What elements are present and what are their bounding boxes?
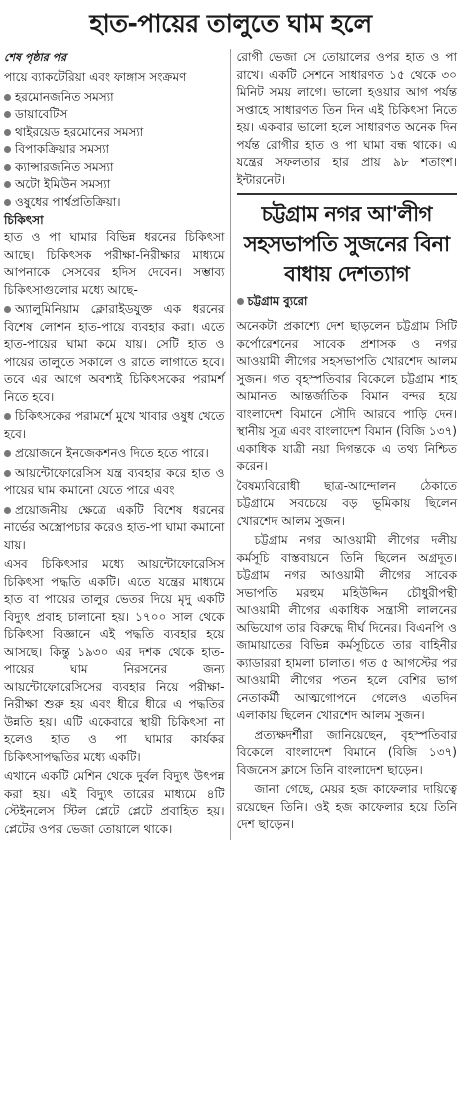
bullet-icon (4, 94, 11, 101)
continued-from-label: শেষ পৃষ্ঠার পর (4, 51, 67, 64)
list-item: প্রয়োজনীয় ক্ষেত্রে একটি বিশেষ ধরনের নার্ভের অস্ত্রোপচার করেও হাত-পা ঘামা কমানো যায়। (4, 502, 225, 552)
bullet-icon (4, 111, 11, 118)
list-item: ডায়াবেটিস (4, 106, 225, 124)
list-item: ওষুধের পার্শ্বপ্রতিক্রিয়া। (4, 194, 225, 212)
byline: চট্টগ্রাম ব্যুরো (237, 293, 458, 312)
continuation-paragraph: রোগী ভেজা সে তোয়ালের ওপর হাত ও পা রাখে। একটি সেশনে সাধারণত ১৫ থেকে ৩০ মিনিট সময় লাগে। ভালো হওয়ার আগ পর্যন্ত সপ্তাহে সাধারণত তিন দিন এই চিকিৎসা নিতে হয়। একবার ভালো হলে সাধারণত অনেক দিন পর্যন্ত রোগীর হাত ও পা ঘামা বন্ধ থাকে। এ যন্ত্রের সফলতার হার প্রায় ৯৮ শতাংশ। ইন্টারনেট। (236, 50, 457, 187)
list-item: আয়ন্টোফোরেসিস যন্ত্র ব্যবহার করে হাত ও পায়ের ঘাম কমানো যেতে পারে এবং (4, 465, 225, 497)
right-column (231, 49, 458, 840)
second-story-headline: চট্টগ্রাম নগর আ'লীগ সহসভাপতি সুজনের বিনা বাধায় দেশত্যাগ (243, 202, 450, 286)
bullet-icon (4, 164, 11, 171)
bullet-icon (4, 470, 11, 477)
list-item: চিকিৎসকের পরামর্শে মুখে খাবার ওষুধ খেতে হবে। (4, 409, 225, 441)
bullet-icon (237, 298, 244, 305)
list-item: প্রয়োজনে ইনজেকশনও দিতে হতে পারে। (4, 445, 225, 463)
treatment-intro: হাত ও পা ঘামার বিভিন্ন ধরনের চিকিৎসা আছে। চিকিৎসক পরীক্ষা-নিরীক্ষার মাধ্যমে আপনাকে সেসবের হদিস দেবেন। সম্ভাব্য চিকিৎসাগুলোর মধ্যে আছে- (4, 230, 225, 297)
list-item: ক্যান্সারজনিত সমস্যা (4, 159, 225, 177)
bullet-icon (4, 181, 11, 188)
newspaper-page (0, 4, 461, 1104)
treatment-heading: চিকিৎসা (4, 213, 44, 227)
bullet-icon (4, 306, 11, 313)
body-paragraph: অনেকটা প্রকাশ্যে দেশ ছাড়লেন চট্টগ্রাম সিটি কর্পোরেশনের সাবেক প্রশাসক ও নগর আওয়ামী লীগের সহসভাপতি খোরশেদ আলম সুজন। গত বৃহস্পতিবার বিকেলে চট্টগ্রাম শাহ আমানত আন্তর্জাতিক বিমান বন্দর হয়ে বাংলাদেশ বিমানে সৌদি আরবে পাড়ি দেন। স্থানীয় সূত্র এবং বাংলাদেশ বিমান (বিজি ১৩৭) একাধিক যাত্রী নয়া দিগন্তকে এ তথ্য নিশ্চিত করেন। (236, 319, 457, 473)
intro-text: পায়ে ব্যাকটেরিয়া এবং ফাঙ্গাস সংক্রমণ (4, 70, 187, 84)
bullet-icon (4, 199, 11, 206)
list-item: বিপাকক্রিয়ার সমস্যা (4, 141, 225, 159)
bullet-icon (4, 129, 11, 136)
bullet-icon (4, 413, 11, 420)
columns (4, 49, 457, 840)
body-paragraph: এসব চিকিৎসার মধ্যে আয়ন্টোফোরেসিস চিকিৎসা পদ্ধতি একটি। এতে যন্ত্রের মাধ্যমে হাত বা পায়ের তালুর ভেতর দিয়ে মৃদু একটি বিদ্যুৎ প্রবাহ চালানো হয়। ১৭০০ সাল থেকে চিকিৎসা বিজ্ঞানে এই পদ্ধতি ব্যবহার হয়ে আসছে। কিন্তু ১৯৩০ এর দশক থেকে হাত-পায়ের ঘাম নিরসনের জন্য আয়ন্টোফোরেসিসের ব্যবহার নিয়ে পরীক্ষা-নিরীক্ষা শুরু হয় এবং ধীরে ধীরে এ পদ্ধতির উন্নতি হয়। এটি একেবারে স্থায়ী চিকিৎসা না হলেও হাত ও পা ঘামার কার্যকর চিকিৎসাপদ্ধতির মধ্যে একটি। (4, 557, 225, 764)
body-paragraph: এখানে একটি মেশিন থেকে দুর্বল বিদ্যুৎ উৎপন্ন করা হয়। এই বিদ্যুৎ তারের মাধ্যমে ৪টি স্টেইনলেস স্টিল প্লেটে প্লেটে প্রবাহিত হয়। প্লেটের ওপর ভেজা তোয়ালে থাকে। (4, 769, 225, 836)
list-item: থাইরয়েড হরমোনের সমস্যা (4, 124, 225, 142)
story-headline: হাত-পায়ের তালুতে ঘাম হলে (89, 9, 372, 38)
list-item: অ্যালুমিনিয়াম ক্লোরাইডযুক্ত এক ধরনের বিশেষ লোশন হাত-পায়ে ব্যবহার করা। এতে হাত-পায়ের ঘামা কমে যায়। সেটি হাত ও পায়ের তালুতে সকালে ও রাতে লাগাতে হবে। তবে এর আগে অবশ্যই চিকিৎসকের পরামর্শ নিতে হবে। (4, 302, 225, 404)
bullet-icon (4, 146, 11, 153)
story-divider (237, 193, 458, 195)
list-item: হরমোনজনিত সমস্যা (4, 89, 225, 107)
bullet-icon (4, 450, 11, 457)
body-paragraph: বৈষম্যবিরোধী ছাত্র-আন্দোলন ঠেকাতে চট্টগ্রামে সবচেয়ে বড় ভূমিকায় ছিলেন খোরশেদ আলম সুজন। (236, 478, 457, 528)
body-paragraph: চট্টগ্রাম নগর আওয়ামী লীগের দলীয় কর্মসূচি বাস্তবায়নে তিনি ছিলেন অগ্রদূত। চট্টগ্রাম নগর আওয়ামী লীগের সাবেক সভাপতি মরহুম মহিউদ্দিন চৌধুরীপন্থী আওয়ামী লীগের একাধিক সন্ত্রাসী লালনের অভিযোগ তার বিরুদ্ধে দীর্ঘ দিনের। বিএনপি ও জামায়াতের বিভিন্ন কর্মসূচিতে তার বাহিনীর ক্যাডাররা হামলা চালাত। গত ৫ আগস্টের পর আওয়ামী লীগের পতন হলে বেশির ভাগ নেতাকর্মী আত্মগোপনে গেলেও এতদিন এলাকায় ছিলেন খোরশেদ আলম সুজন। (236, 533, 457, 722)
body-paragraph: জানা গেছে, মেয়র হজ কাফেলার দায়িত্বে রয়েছেন তিনি। ওই হজ কাফেলার হয়ে তিনি দেশ ছাড়েন। (236, 782, 457, 831)
bullet-icon (4, 507, 11, 514)
left-column (4, 49, 231, 840)
list-item: অটো ইমিউন সমস্যা (4, 176, 225, 194)
body-paragraph: প্রত্যক্ষদর্শীরা জানিয়েছেন, বৃহস্পতিবার বিকেলে বাংলাদেশ বিমানে (বিজি ১৩৭) বিজনেস ক্লাসে তিনি বাংলাদেশ ছাড়েন। (236, 727, 457, 777)
